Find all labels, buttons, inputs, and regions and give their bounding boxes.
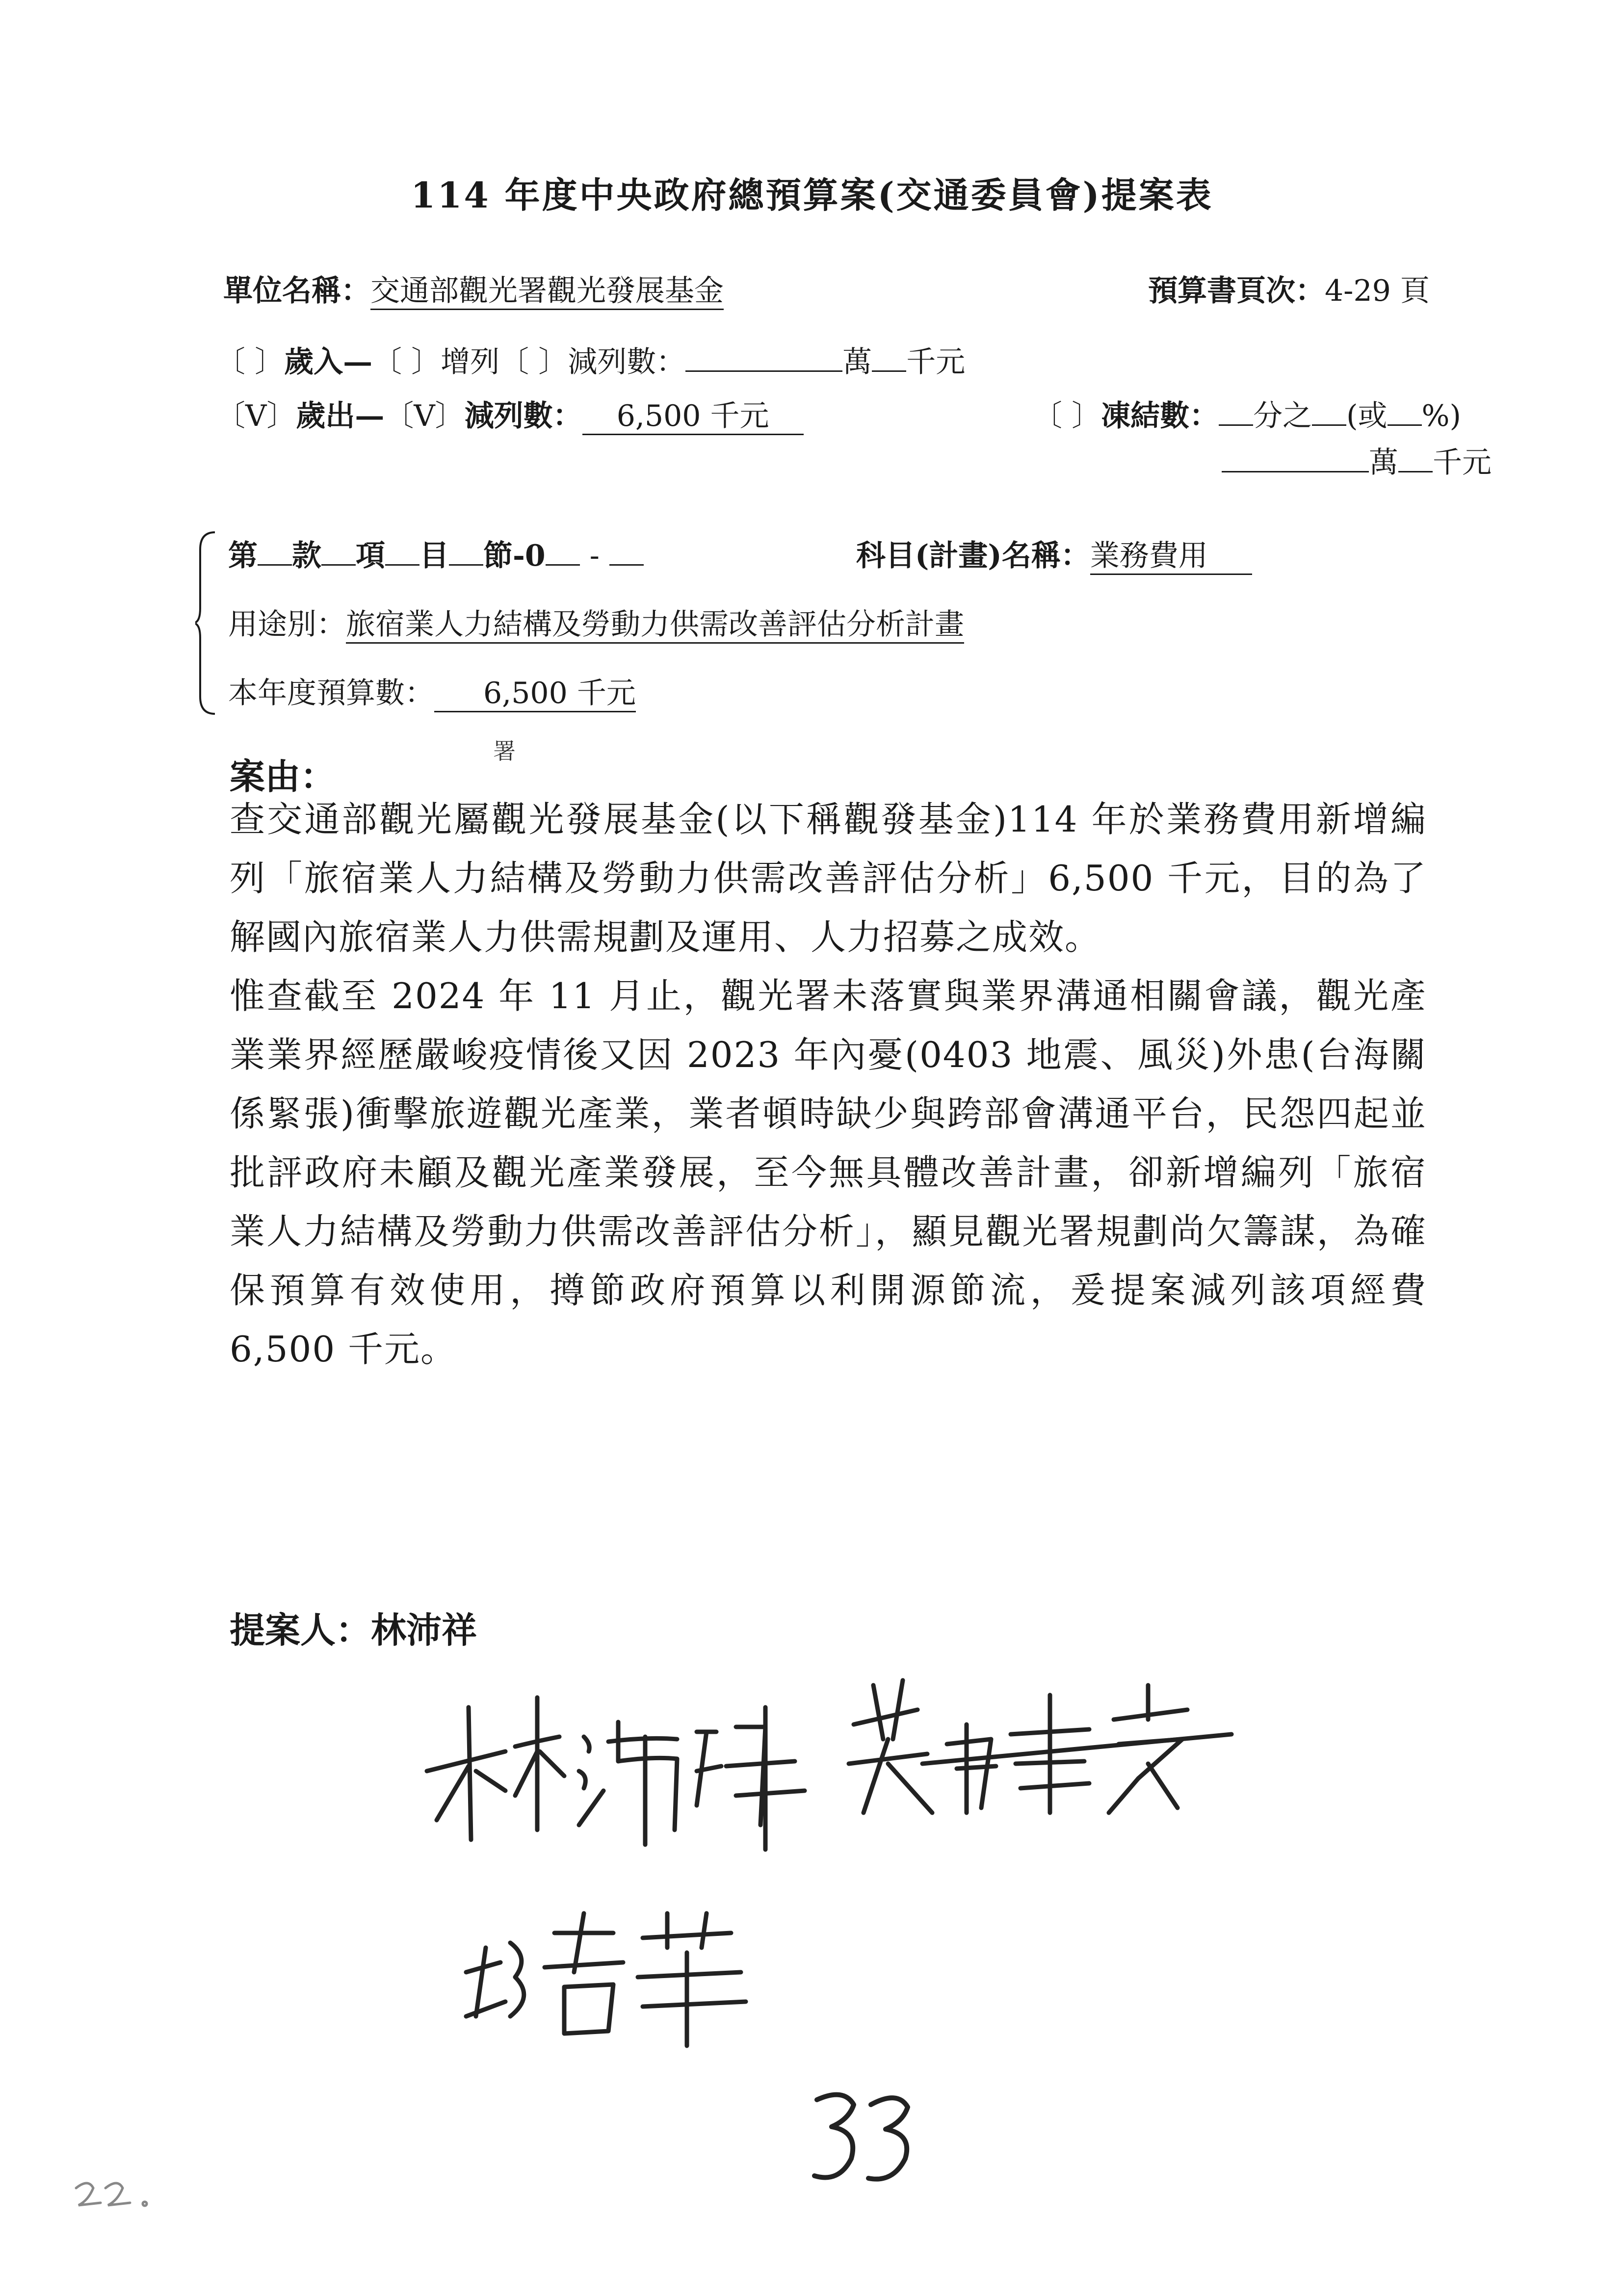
freeze-qian-blank[interactable] <box>1398 445 1433 472</box>
item-code-row <box>228 532 644 574</box>
subject-label: 科目(計畫)名稱： <box>856 539 1090 573</box>
expense-checkbox[interactable]: 〔V〕 <box>216 399 296 433</box>
item-di-blank[interactable] <box>258 539 292 566</box>
item-block-brace <box>195 530 220 716</box>
freeze-percent-blank[interactable] <box>1388 399 1422 426</box>
item-dash: - <box>589 539 600 573</box>
item-sub-blank[interactable] <box>609 539 644 566</box>
budget-row <box>228 670 636 712</box>
handwritten-page-number <box>810 2085 927 2193</box>
revenue-label: 歲入— <box>284 345 373 379</box>
freeze-label: 凍結數： <box>1101 399 1219 433</box>
freeze-wan: 萬 <box>1369 445 1398 480</box>
revenue-qian-blank[interactable] <box>872 345 906 372</box>
form-title: 114 年度中央政府總預算案(交通委員會)提案表 <box>411 174 1213 216</box>
unit-name: 交通部觀光署觀光發展基金 <box>370 276 724 310</box>
proposer-label: 提案人： <box>230 1609 371 1651</box>
signature-1 <box>422 1678 824 1864</box>
freeze-amount-row <box>1222 439 1492 481</box>
page-ref-row <box>1148 267 1430 310</box>
unit-name-row <box>223 267 724 310</box>
freeze-amount-blank[interactable] <box>1222 445 1369 472</box>
reason-label: 案由： <box>230 756 336 797</box>
unit-label: 單位名稱： <box>223 274 370 308</box>
reason-paragraph-1: 查交通部觀光屬觀光發展基金(以下稱觀發基金)114 年於業務費用新增編列「旅宿業人力結構及勞動力供需改善評估分析」6,500 千元，目的為了解國內旅宿業人力供需規劃及運用、人力招募之成效。 <box>230 799 1427 958</box>
item-xiang-blank[interactable] <box>385 539 419 566</box>
item-jie: 節-0 <box>483 539 546 573</box>
proposer-name: 林沛祥 <box>371 1609 477 1651</box>
usage-value: 旅宿業人力結構及勞動力供需改善評估分析計畫 <box>346 610 964 644</box>
item-jie-blank[interactable] <box>546 539 580 566</box>
revenue-add-label: 增列 <box>441 345 500 379</box>
expense-reduce-amount: 6,500 千元 <box>582 401 804 435</box>
budget-value: 6,500 千元 <box>434 678 636 712</box>
correction-mark: 署 <box>493 738 516 764</box>
reason-paragraph-2: 惟查截至 2024 年 11 月止，觀光署未落實與業界溝通相關會議，觀光產業業界經歷嚴峻疫情後又因 2023 年內憂(0403 地震、風災)外患(台海關係緊張)衝擊旅遊觀光產業，業者頓時缺少與跨部會溝通平台，民怨四起並批評政府未顧及觀光產業發展，至今無具體改善計畫，卻新增編列「旅宿業人力結構及勞動力供需改善評估分析」，顯見觀光署規劃尚欠籌謀，為確保預算有效使用，撙節政府預算以利開源節流，爰提案減列該項經費 6,500 千元。 <box>230 975 1427 1370</box>
item-kuan-blank[interactable] <box>321 539 356 566</box>
revenue-add-checkbox[interactable]: 〔 〕 <box>372 345 441 379</box>
corner-mark <box>74 2173 172 2218</box>
proposer-row <box>230 1602 477 1653</box>
item-kuan: 款 <box>292 539 321 573</box>
freeze-num-blank[interactable] <box>1219 399 1253 426</box>
usage-row <box>228 601 964 644</box>
subject-row <box>856 532 1252 575</box>
revenue-qian: 千元 <box>906 345 966 379</box>
item-mu-blank[interactable] <box>449 539 483 566</box>
revenue-reduce-label: 減列數： <box>568 345 686 379</box>
item-mu: 目 <box>419 539 449 573</box>
subject-value: 業務費用 <box>1090 541 1252 575</box>
freeze-den-blank[interactable] <box>1312 399 1346 426</box>
expense-label: 歲出— <box>296 399 385 433</box>
revenue-row <box>216 339 965 381</box>
freeze-fen-zhi: 分之 <box>1253 399 1312 433</box>
expense-reduce-label: 減列數： <box>464 399 582 433</box>
signature-2 <box>834 1666 1236 1823</box>
revenue-checkbox[interactable]: 〔 〕 <box>216 345 285 379</box>
page-ref-value: 4-29 頁 <box>1325 274 1430 308</box>
revenue-reduce-checkbox[interactable]: 〔 〕 <box>499 345 568 379</box>
revenue-amount-blank[interactable] <box>685 345 842 372</box>
freeze-percent-close: %) <box>1421 399 1461 433</box>
expense-reduce-checkbox[interactable]: 〔V〕 <box>384 399 465 433</box>
freeze-qian: 千元 <box>1433 445 1492 480</box>
budget-label: 本年度預算數： <box>228 676 434 710</box>
freeze-checkbox[interactable]: 〔 〕 <box>1033 399 1101 433</box>
signature-3 <box>456 1904 760 2051</box>
item-xiang: 項 <box>356 539 385 573</box>
reason-body <box>230 790 1427 1379</box>
freeze-or-open: (或 <box>1346 399 1388 433</box>
item-di: 第 <box>228 539 258 573</box>
freeze-row <box>1033 392 1461 435</box>
expense-row <box>216 392 804 435</box>
revenue-wan: 萬 <box>842 345 872 379</box>
usage-label: 用途別： <box>228 607 346 642</box>
page-ref-label: 預算書頁次： <box>1148 274 1325 308</box>
